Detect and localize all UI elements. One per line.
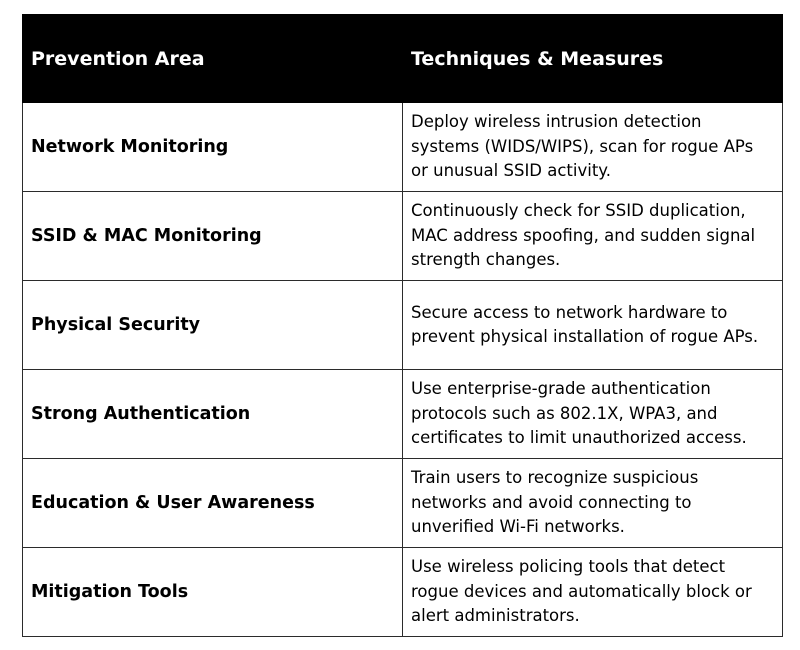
- header-prevention-area: Prevention Area: [23, 15, 403, 103]
- table-header: [23, 15, 783, 103]
- techniques-cell: Use wireless policing tools that detect rogue devices and automatically block or alert administrators.: [403, 548, 783, 637]
- techniques-cell: Use enterprise-grade authentication protocols such as 802.1X, WPA3, and certificates to limit unauthorized access.: [403, 370, 783, 459]
- prevention-area-cell: Physical Security: [23, 281, 403, 370]
- prevention-area-cell: Network Monitoring: [23, 103, 403, 192]
- table-row: [23, 281, 783, 370]
- table-row: [23, 192, 783, 281]
- table-row: [23, 548, 783, 637]
- techniques-cell: Deploy wireless intrusion detection systems (WIDS/WIPS), scan for rogue APs or unusual SSID activity.: [403, 103, 783, 192]
- table-row: [23, 459, 783, 548]
- techniques-cell: Train users to recognize suspicious networks and avoid connecting to unverified Wi-Fi networks.: [403, 459, 783, 548]
- table-body: [23, 103, 783, 637]
- header-techniques-measures: Techniques & Measures: [403, 15, 783, 103]
- techniques-cell: Secure access to network hardware to prevent physical installation of rogue APs.: [403, 281, 783, 370]
- prevention-area-cell: Strong Authentication: [23, 370, 403, 459]
- prevention-area-cell: Education & User Awareness: [23, 459, 403, 548]
- prevention-area-cell: Mitigation Tools: [23, 548, 403, 637]
- header-row: [23, 15, 783, 103]
- prevention-area-cell: SSID & MAC Monitoring: [23, 192, 403, 281]
- table-row: [23, 103, 783, 192]
- techniques-cell: Continuously check for SSID duplication, MAC address spoofing, and sudden signal strength changes.: [403, 192, 783, 281]
- prevention-table: [22, 14, 783, 637]
- table-row: [23, 370, 783, 459]
